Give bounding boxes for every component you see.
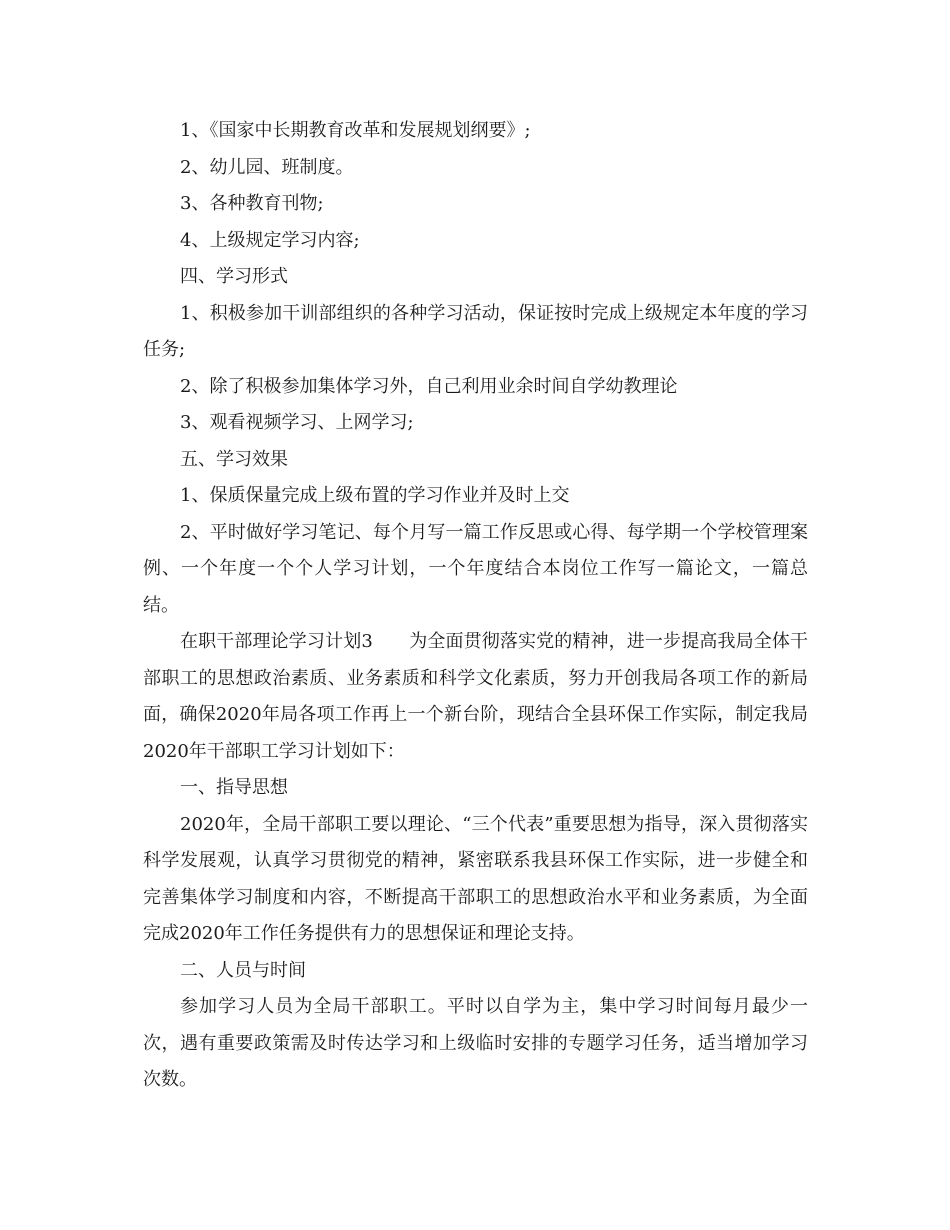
list-item: 3、观看视频学习、上网学习; <box>180 412 414 433</box>
list-item: 1、积极参加干训部组织的各种学习活动，保证按时完成上级规定本年度的学习任务; <box>143 302 808 360</box>
body-paragraph: 在职干部理论学习计划3 为全面贯彻落实党的精神，进一步提高我局全体干部职工的思想政治素质、业务素质和科学文化素质，努力开创我局各项工作的新局面，确保2020年局各项工作再上一个新台阶，现结合全县环保工作实际，制定我局2020年干部职工学习计划如下： <box>143 631 808 762</box>
list-item: 3、各种教育刊物; <box>180 193 324 214</box>
list-item: 2、除了积极参加集体学习外，自己利用业余时间自学幼教理论 <box>180 375 678 397</box>
list-item: 2、幼儿园、班制度。 <box>180 156 354 178</box>
section-heading: 四、学习形式 <box>180 266 288 287</box>
list-item: 4、上级规定学习内容; <box>180 229 360 251</box>
list-item: 1、保质保量完成上级布置的学习作业并及时上交 <box>180 485 570 506</box>
section-heading: 二、人员与时间 <box>180 959 306 981</box>
section-heading: 五、学习效果 <box>180 448 288 470</box>
section-heading: 一、指导思想 <box>180 777 288 798</box>
body-paragraph: 参加学习人员为全局干部职工。平时以自学为主，集中学习时间每月最少一次，遇有重要政策需及时传达学习和上级临时安排的专题学习任务，适当增加学习次数。 <box>143 996 808 1090</box>
list-item: 2、平时做好学习笔记、每个月写一篇工作反思或心得、每学期一个学校管理案例、一个年度一个个人学习计划，一个年度结合本岗位工作写一篇论文，一篇总结。 <box>143 521 808 616</box>
document-body <box>143 113 808 1099</box>
list-item: 1、《国家中长期教育改革和发展规划纲要》; <box>180 120 531 141</box>
body-paragraph: 2020年，全局干部职工要以理论、“三个代表”重要思想为指导，深入贯彻落实科学发展观，认真学习贯彻党的精神，紧密联系我县环保工作实际，进一步健全和完善集体学习制度和内容，不断提高干部职工的思想政治水平和业务素质，为全面完成2020年工作任务提供有力的思想保证和理论支持。 <box>143 813 808 944</box>
